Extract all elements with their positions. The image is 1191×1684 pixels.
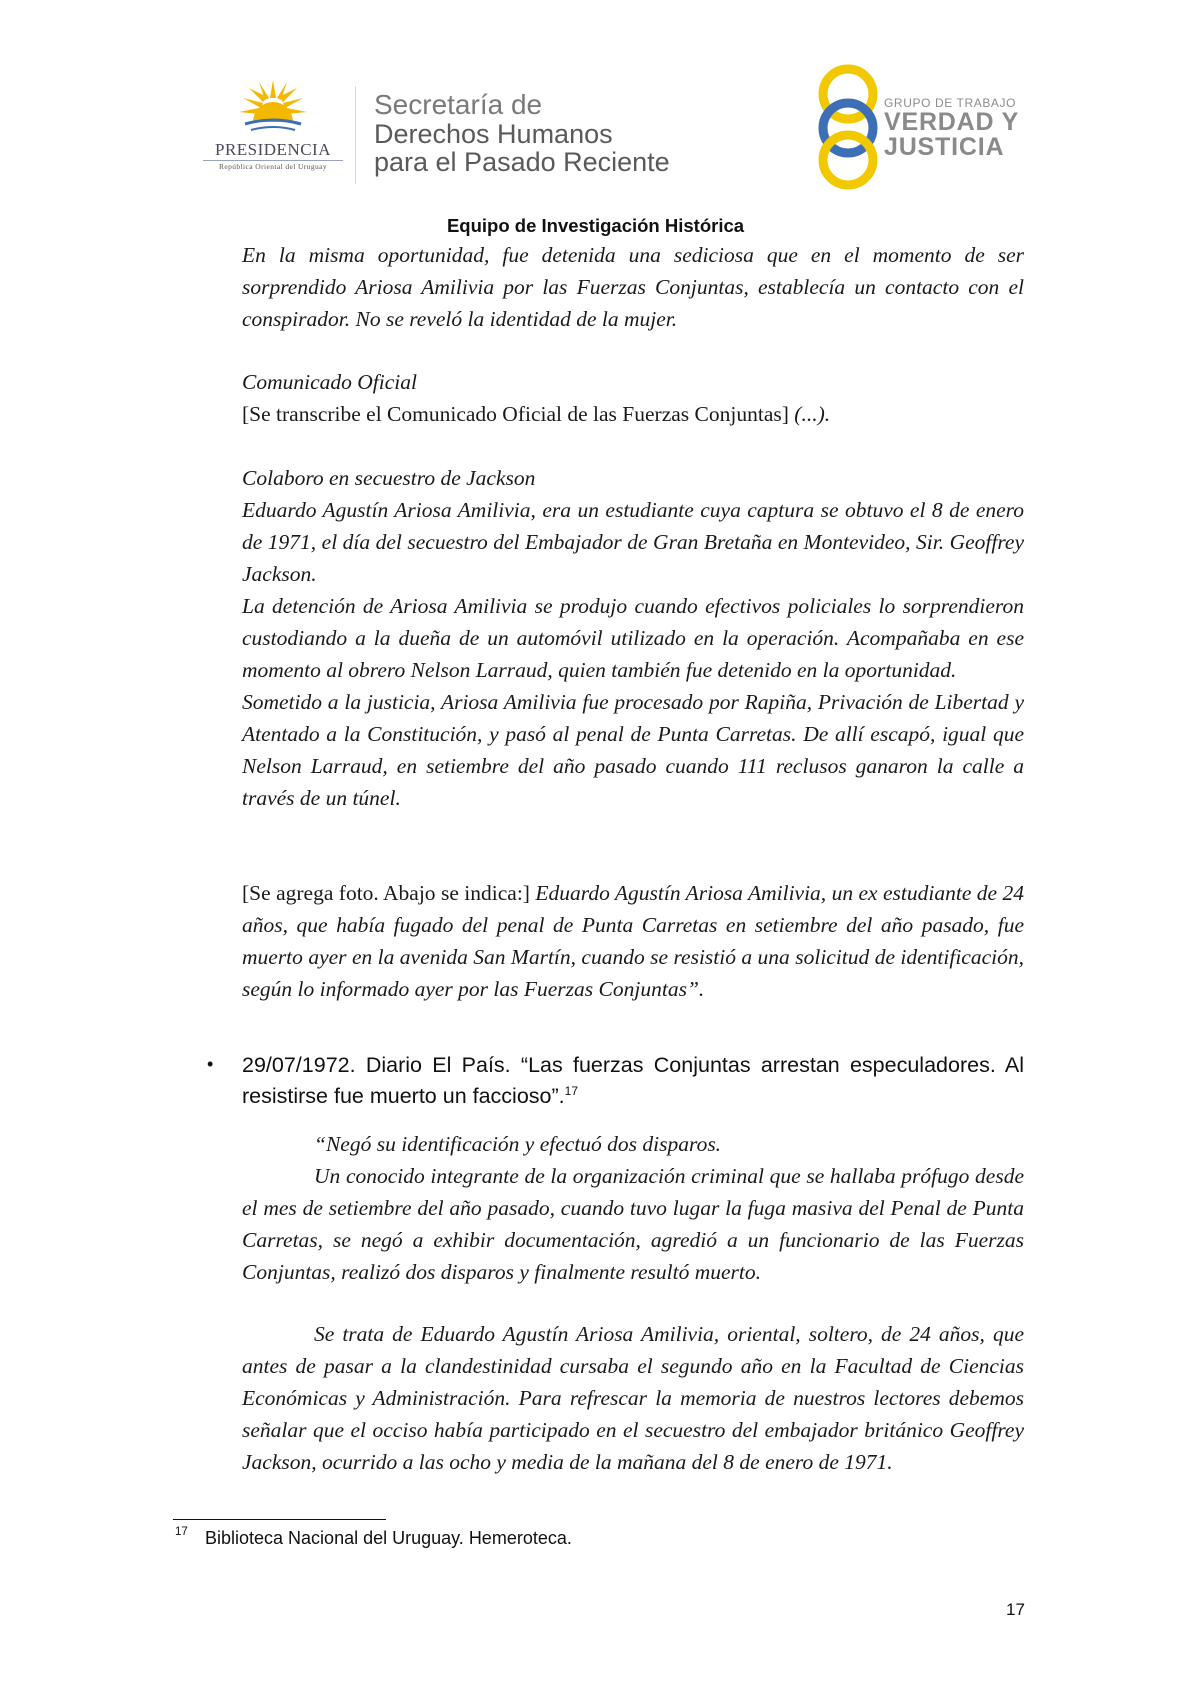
jackson-text-a: Eduardo Agustín Ariosa Amilivia, era un estudiante cuya captura se obtuvo el 8 de enero de 1971, el día del secuestro del Embajador de Gran Bretaña en Montevideo, Sir. Geoffrey Jackson. [242,498,1024,586]
team-heading: Equipo de Investigación Histórica [446,215,745,236]
header-divider [355,86,356,184]
quote-paragraph-1: Un conocido integrante de la organización criminal que se hallaba prófugo desde el mes de setiembre del año pasado, cuando tuvo lugar la fuga masiva del Penal de Punta Carretas, se negó a exhibir documentación, agredió a un funcionario de las Fuerzas Conjuntas, realizó dos disparos y finalmente resultó muerto. [242,1164,1024,1284]
jackson-text-c: Sometido a la justicia, Ariosa Amilivia fue procesado por Rapiña, Privación de Libertad y Atentado a la Constitución, y pasó al penal de Punta Carretas. De allí escapó, igual que Nelson Larraud, en setiembre del año pasado cuando 111 reclusos ganaron la calle a través de un túnel. [242,690,1024,810]
bullet-item [242,1050,1024,1112]
quote-line-1: “Negó su identificación y efectuó dos disparos. [314,1132,722,1156]
footnote-number: 17 [175,1526,188,1538]
quote-paragraph-2: Se trata de Eduardo Agustín Ariosa Amilivia, oriental, soltero, de 24 años, que antes de pasar a la clandestinidad cursaba el segundo año en la Facultad de Ciencias Económicas y Administración. Para refrescar la memoria de nuestros lectores debemos señalar que el occiso había participado en el secuestro del embajador británico Geoffrey Jackson, ocurrido a las ocho y media de la mañana del 8 de enero de 1971. [242,1322,1024,1474]
presidencia-subtitle: República Oriental del Uruguay [218,162,327,171]
comunicado-text: [Se transcribe el Comunicado Oficial de las Fuerzas Conjuntas] [242,402,789,426]
footnote-text: Biblioteca Nacional del Uruguay. Hemeroteca. [205,1528,572,1548]
jackson-title: Colaboro en secuestro de Jackson [242,466,536,490]
secretaria-line-3: para el Pasado Reciente [374,147,670,177]
presidencia-logo [193,78,353,178]
gtvj-logo [812,62,1032,192]
presidencia-divider [203,160,343,161]
gtvj-line-3: JUSTICIA [884,133,1005,161]
bullet-text: 29/07/1972. Diario El País. “Las fuerzas Conjuntas arrestan especuladores. Al resistirse fue muerto un faccioso”. [242,1053,1024,1108]
photo-caption: Eduardo Agustín Ariosa Amilivia, un ex estudiante de 24 años, que había fugado del penal de Punta Carretas en setiembre del año pasado, fue muerto ayer en la avenida San Martín, cuando se resistió a una solicitud de identificación, según lo informado ayer por las Fuerzas Conjuntas”. [242,881,1025,1001]
presidencia-name: PRESIDENCIA [214,140,331,159]
sun-icon [237,78,309,142]
rings-icon [812,62,884,192]
secretaria-line-1: Secretaría de [374,89,543,120]
page-number: 17 [1006,1600,1025,1619]
secretaria-title [374,90,670,176]
bullet-marker: • [207,1054,214,1074]
paragraph-photo [242,877,1024,1005]
paragraph-jackson [242,462,1024,814]
footnote-rule [173,1519,386,1520]
secretaria-line-2: Derechos Humanos [374,119,613,149]
gtvj-line-1: GRUPO DE TRABAJO [884,96,1017,110]
jackson-text-b: La detención de Ariosa Amilivia se produjo cuando efectivos policiales lo sorprendieron custodiando a la dueña de un automóvil utilizado en la operación. Acompañaba en ese momento al obrero Nelson Larraud, quien también fue detenido en la oportunidad. [242,594,1024,682]
comunicado-ellipsis: (...). [794,402,831,426]
gtvj-line-2: VERDAD Y [884,108,1020,136]
gtvj-text [884,96,1019,160]
photo-note: [Se agrega foto. Abajo se indica:] [242,881,530,905]
comunicado-title: Comunicado Oficial [242,370,417,394]
footnote-ref[interactable]: 17 [564,1083,578,1098]
paragraph-comunicado [242,366,1024,430]
paragraph-detention: En la misma oportunidad, fue detenida una sediciosa que en el momento de ser sorprendido Ariosa Amilivia por las Fuerzas Conjuntas, establecía un contacto con el conspirador. No se reveló la identidad de la mujer. [242,243,1024,331]
